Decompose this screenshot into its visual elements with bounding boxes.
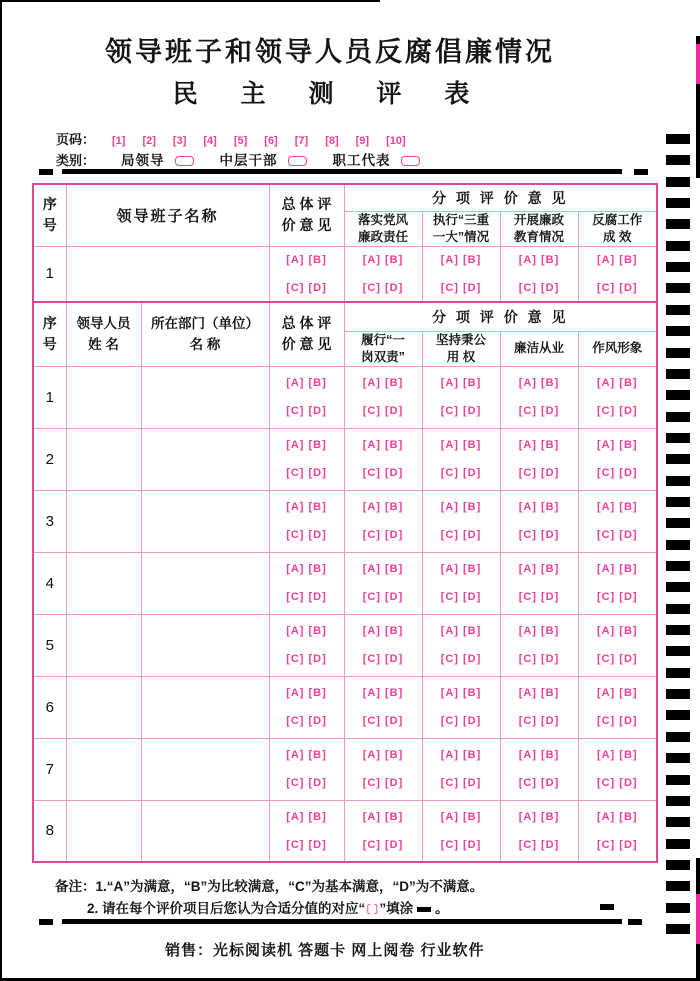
- rating-bubbles-cell[interactable]: [422, 490, 500, 552]
- rating-bubbles-cd[interactable]: [C] [D]: [286, 529, 327, 541]
- rating-bubbles-cell[interactable]: [269, 552, 344, 614]
- timing-mark: [666, 689, 690, 699]
- timing-mark: [666, 497, 690, 507]
- category-row: [56, 149, 420, 168]
- category-option-label: 职工代表: [332, 153, 391, 168]
- timing-mark: [666, 134, 690, 144]
- page-number-bubble[interactable]: [7]: [294, 135, 309, 147]
- timing-mark: [666, 796, 690, 806]
- rating-bubbles-ab[interactable]: [A] [B]: [518, 687, 560, 699]
- rating-bubbles-cd[interactable]: [C] [D]: [440, 529, 482, 541]
- rating-bubbles-ab[interactable]: [A] [B]: [440, 625, 482, 637]
- rating-bubbles-cd[interactable]: [C] [D]: [362, 653, 404, 665]
- timing-mark: [666, 561, 690, 571]
- rating-bubbles-cell[interactable]: [422, 676, 500, 738]
- rating-bubbles-cell[interactable]: [269, 490, 344, 552]
- row-seq: 5: [33, 614, 66, 676]
- rating-bubbles-cell[interactable]: [578, 490, 657, 552]
- timing-mark: [666, 433, 690, 443]
- category-bubble[interactable]: [401, 156, 420, 166]
- rating-bubbles-ab[interactable]: [A] [B]: [286, 625, 327, 637]
- rating-bubbles-cd[interactable]: [C] [D]: [518, 838, 560, 851]
- rating-bubbles-cd[interactable]: [C] [D]: [440, 653, 482, 665]
- leader-row: [33, 428, 657, 490]
- rating-bubbles-cell[interactable]: [344, 614, 422, 676]
- leader-row: [33, 366, 657, 428]
- timing-mark: [666, 518, 690, 528]
- rating-bubbles-cell[interactable]: [422, 552, 500, 614]
- leader-row: [33, 614, 657, 676]
- page-number-bubble[interactable]: [8]: [325, 135, 339, 147]
- rating-bubbles-cd[interactable]: [C] [D]: [440, 777, 482, 789]
- rating-bubbles-cell[interactable]: [269, 246, 344, 302]
- page-number-bubble[interactable]: [5]: [233, 135, 248, 147]
- rating-bubbles-ab[interactable]: [A] [B]: [596, 687, 638, 699]
- rating-bubbles-ab[interactable]: [A] [B]: [440, 501, 482, 513]
- leader-row: [33, 800, 657, 862]
- rating-bubbles-ab[interactable]: [A] [B]: [518, 563, 560, 575]
- rating-bubbles-cell[interactable]: [344, 428, 422, 490]
- rating-bubbles-ab[interactable]: [A] [B]: [440, 253, 482, 266]
- rating-bubbles-cell[interactable]: [578, 738, 657, 800]
- leader-name-cell[interactable]: [66, 552, 141, 614]
- seq-header: 序 号: [33, 184, 66, 246]
- rating-bubbles-cd[interactable]: [C] [D]: [440, 715, 482, 727]
- rating-bubbles-ab[interactable]: [A] [B]: [362, 377, 404, 389]
- timing-mark: [666, 369, 690, 379]
- top-separator-line: [62, 169, 622, 174]
- rating-bubbles-cell[interactable]: [344, 676, 422, 738]
- page-number-bubble[interactable]: [2]: [142, 135, 156, 147]
- department-cell[interactable]: [141, 738, 269, 800]
- leader-row: [33, 552, 657, 614]
- rating-bubbles-cell[interactable]: [422, 246, 500, 302]
- leader-name-cell[interactable]: [66, 366, 141, 428]
- rating-bubbles-cd[interactable]: [C] [D]: [440, 838, 482, 851]
- rating-bubbles-cell[interactable]: [578, 366, 657, 428]
- rating-bubbles-cell[interactable]: [422, 428, 500, 490]
- rating-bubbles-cell[interactable]: [500, 614, 578, 676]
- leader-name-cell[interactable]: [66, 614, 141, 676]
- rating-bubbles-cell[interactable]: [500, 490, 578, 552]
- timing-mark: [666, 348, 690, 358]
- sync-square: [634, 169, 648, 175]
- note-line-2-text: 2. 请在每个评价项目后您认为合适分值的对应“: [87, 901, 366, 916]
- department-cell[interactable]: [141, 800, 269, 862]
- timing-mark: [666, 262, 690, 272]
- page-number-bubble[interactable]: [4]: [203, 135, 217, 147]
- rating-bubbles-cd[interactable]: [C] [D]: [440, 405, 482, 417]
- rating-bubbles-ab[interactable]: [A] [B]: [596, 377, 638, 389]
- rating-bubbles-ab[interactable]: [A] [B]: [362, 625, 404, 637]
- timing-mark: [666, 753, 690, 763]
- timing-mark: [666, 390, 690, 400]
- rating-bubbles-cd[interactable]: [C] [D]: [286, 653, 327, 665]
- rating-bubbles-ab[interactable]: [A] [B]: [362, 810, 404, 823]
- department-cell[interactable]: [141, 552, 269, 614]
- rating-bubbles-cell[interactable]: [269, 800, 344, 862]
- rating-bubbles-ab[interactable]: [A] [B]: [440, 439, 482, 451]
- timing-mark: [666, 775, 690, 785]
- rating-bubbles-cd[interactable]: [C] [D]: [518, 777, 560, 789]
- seq-header: 序 号: [33, 302, 66, 366]
- page-number-row: [56, 129, 406, 145]
- rating-bubbles-cd[interactable]: [C] [D]: [596, 653, 638, 665]
- rating-bubbles-ab[interactable]: [A] [B]: [286, 563, 327, 575]
- team-row: [33, 246, 657, 302]
- rating-bubbles-ab[interactable]: [A] [B]: [596, 501, 638, 513]
- category-option: [220, 149, 307, 170]
- rating-bubbles-cell[interactable]: [578, 676, 657, 738]
- rating-bubbles-cell[interactable]: [422, 738, 500, 800]
- category-option: [333, 149, 420, 170]
- rating-bubbles-ab[interactable]: [A] [B]: [286, 810, 327, 823]
- rating-bubbles-ab[interactable]: [A] [B]: [596, 563, 638, 575]
- rating-bubbles-cd[interactable]: [C] [D]: [518, 529, 560, 541]
- row-seq: 6: [33, 676, 66, 738]
- timing-mark: [666, 732, 690, 742]
- rating-bubbles-cd[interactable]: [C] [D]: [362, 405, 404, 417]
- vendor-footer: 销售：光标阅读机 答题卡 网上阅卷 行业软件: [165, 942, 485, 959]
- rating-bubbles-cell[interactable]: [500, 366, 578, 428]
- itemized-opinion-header: 分 项 评 价 意 见: [344, 184, 657, 211]
- note-line-1: 备注：1.“A”为满意，“B”为比较满意，“C”为基本满意，“D”为不满意。: [55, 879, 484, 894]
- leader-name-cell[interactable]: [66, 738, 141, 800]
- rating-bubbles-cd[interactable]: [C] [D]: [286, 405, 327, 417]
- department-cell[interactable]: [141, 366, 269, 428]
- row-seq: 8: [33, 800, 66, 862]
- rating-bubbles-cell[interactable]: [344, 800, 422, 862]
- timing-mark: [666, 412, 690, 422]
- rating-bubbles-cell[interactable]: [578, 614, 657, 676]
- rating-bubbles-cd[interactable]: [C] [D]: [440, 591, 482, 603]
- department-cell[interactable]: [141, 614, 269, 676]
- department-cell[interactable]: [141, 490, 269, 552]
- rating-bubbles-cd[interactable]: [C] [D]: [362, 281, 404, 294]
- leader-name-cell[interactable]: [66, 490, 141, 552]
- timing-mark: [666, 219, 690, 229]
- timing-mark: [666, 646, 690, 656]
- leader-name-cell[interactable]: [66, 800, 141, 862]
- registration-mark-top: [696, 44, 700, 84]
- rating-bubbles-cell[interactable]: [344, 738, 422, 800]
- page-number-bubble[interactable]: [3]: [172, 135, 187, 147]
- category-option: [121, 149, 194, 170]
- rating-bubbles-cell[interactable]: [500, 738, 578, 800]
- timing-mark: [666, 305, 690, 315]
- timing-mark: [666, 283, 690, 293]
- rating-bubbles-cd[interactable]: [C] [D]: [596, 467, 638, 479]
- sync-square: [39, 169, 53, 175]
- sub-header-conduct: 作风形象: [578, 331, 657, 366]
- sub-header-dual-duty: 履行“一 岗双责”: [344, 331, 422, 366]
- rating-bubbles-ab[interactable]: [A] [B]: [286, 377, 327, 389]
- rating-bubbles-cell[interactable]: [578, 552, 657, 614]
- rating-bubbles-cell[interactable]: [269, 738, 344, 800]
- rating-bubbles-ab[interactable]: [A] [B]: [596, 625, 638, 637]
- rating-bubbles-ab[interactable]: [A] [B]: [286, 501, 327, 513]
- rating-bubbles-cd[interactable]: [C] [D]: [596, 405, 638, 417]
- timing-mark: [666, 924, 690, 934]
- department-header: 所在部门（单位） 名 称: [141, 302, 269, 366]
- rating-bubbles-cd[interactable]: [C] [D]: [286, 777, 327, 789]
- rating-bubbles-ab[interactable]: [A] [B]: [362, 687, 404, 699]
- rating-bubbles-cell[interactable]: [269, 676, 344, 738]
- rating-bubbles-cd[interactable]: [C] [D]: [518, 715, 560, 727]
- rating-bubbles-cell[interactable]: [269, 614, 344, 676]
- leader-name-cell[interactable]: [66, 428, 141, 490]
- category-bubble[interactable]: [175, 156, 194, 166]
- rating-bubbles-ab[interactable]: [A] [B]: [518, 439, 560, 451]
- timing-mark: [666, 454, 690, 464]
- row-seq: 3: [33, 490, 66, 552]
- rating-bubbles-ab[interactable]: [A] [B]: [362, 439, 404, 451]
- timing-mark: [666, 582, 690, 592]
- rating-bubbles-cell[interactable]: [500, 676, 578, 738]
- rating-bubbles-cd[interactable]: [C] [D]: [362, 591, 404, 603]
- timing-mark: [666, 881, 690, 891]
- timing-mark: [666, 476, 690, 486]
- leader-row: [33, 676, 657, 738]
- rating-bubbles-ab[interactable]: [A] [B]: [440, 563, 482, 575]
- rating-bubbles-cd[interactable]: [C] [D]: [518, 653, 560, 665]
- rating-bubbles-ab[interactable]: [A] [B]: [286, 253, 327, 266]
- rating-bubbles-cd[interactable]: [C] [D]: [518, 591, 560, 603]
- department-cell[interactable]: [141, 428, 269, 490]
- page-number-label: 页码：: [56, 132, 96, 147]
- note-line-2-text: ”填涂: [379, 901, 414, 916]
- sub-header-fair-power: 坚持秉公 用 权: [422, 331, 500, 366]
- rating-bubbles-cd[interactable]: [C] [D]: [286, 281, 327, 294]
- note-line-2-text: 。: [435, 901, 449, 916]
- rating-bubbles-cd[interactable]: [C] [D]: [362, 467, 404, 479]
- rating-bubbles-cd[interactable]: [C] [D]: [596, 715, 638, 727]
- sub-header-education: 开展廉政 教育情况: [500, 211, 578, 246]
- team-evaluation-table: [32, 183, 658, 303]
- timing-mark: [666, 860, 690, 870]
- rating-bubbles-cell[interactable]: [422, 366, 500, 428]
- sub-header-three-major: 执行“三重 一大”情况: [422, 211, 500, 246]
- rating-bubbles-ab[interactable]: [A] [B]: [596, 810, 638, 823]
- rating-bubbles-cell[interactable]: [422, 800, 500, 862]
- rating-bubbles-cd[interactable]: [C] [D]: [440, 467, 482, 479]
- rating-bubbles-ab[interactable]: [A] [B]: [596, 749, 638, 761]
- rating-bubbles-cell[interactable]: [500, 246, 578, 302]
- rating-bubbles-cell[interactable]: [500, 800, 578, 862]
- rating-bubbles-ab[interactable]: [A] [B]: [362, 749, 404, 761]
- sub-header-responsibility: 落实党风 廉政责任: [344, 211, 422, 246]
- bottom-separator-line: [62, 919, 622, 924]
- rating-bubbles-cd[interactable]: [C] [D]: [362, 777, 404, 789]
- timing-mark: [666, 540, 690, 550]
- rating-bubbles-ab[interactable]: [A] [B]: [518, 377, 560, 389]
- team-name-cell[interactable]: [66, 246, 269, 302]
- leader-name-header: 领导人员 姓 名: [66, 302, 141, 366]
- page-number-bubble[interactable]: [6]: [264, 135, 278, 147]
- rating-bubbles-cd[interactable]: [C] [D]: [362, 838, 404, 851]
- page-number-bubble[interactable]: [1]: [112, 135, 126, 147]
- rating-bubbles-ab[interactable]: [A] [B]: [362, 501, 404, 513]
- timing-mark: [666, 668, 690, 678]
- row-seq: 4: [33, 552, 66, 614]
- rating-bubbles-cd[interactable]: [C] [D]: [286, 838, 327, 851]
- rating-bubbles-cell[interactable]: [578, 428, 657, 490]
- department-cell[interactable]: [141, 676, 269, 738]
- itemized-opinion-header: 分 项 评 价 意 见: [344, 302, 657, 331]
- rating-bubbles-ab[interactable]: [A] [B]: [362, 253, 404, 266]
- edge-top: [0, 0, 380, 2]
- timing-mark: [666, 710, 690, 720]
- timing-mark: [666, 903, 690, 913]
- rating-bubbles-cell[interactable]: [344, 366, 422, 428]
- page-number-bubble[interactable]: [9]: [355, 135, 370, 147]
- category-bubble[interactable]: [288, 156, 307, 166]
- rating-bubbles-cd[interactable]: [C] [D]: [286, 715, 327, 727]
- rating-bubbles-ab[interactable]: [A] [B]: [518, 810, 560, 823]
- sync-square: [39, 919, 53, 925]
- rating-bubbles-cd[interactable]: [C] [D]: [518, 281, 560, 294]
- rating-bubbles-ab[interactable]: [A] [B]: [286, 687, 327, 699]
- rating-bubbles-ab[interactable]: [A] [B]: [518, 253, 560, 266]
- page-number-bubble[interactable]: [10]: [386, 135, 406, 147]
- rating-bubbles-cell[interactable]: [269, 428, 344, 490]
- fill-mark-sample: [417, 907, 431, 912]
- rating-bubbles-cell[interactable]: [344, 552, 422, 614]
- sub-header-effect: 反腐工作 成 效: [578, 211, 657, 246]
- rating-bubbles-ab[interactable]: [A] [B]: [440, 687, 482, 699]
- rating-bubbles-ab[interactable]: [A] [B]: [362, 563, 404, 575]
- rating-bubbles-cd[interactable]: [C] [D]: [362, 715, 404, 727]
- rating-bubbles-cell[interactable]: [344, 246, 422, 302]
- rating-bubbles-cd[interactable]: [C] [D]: [518, 405, 560, 417]
- overall-opinion-header: 总 体 评 价 意 见: [269, 184, 344, 246]
- rating-bubbles-cd[interactable]: [C] [D]: [596, 838, 638, 851]
- rating-bubbles-cd[interactable]: [C] [D]: [286, 591, 327, 603]
- row-seq: 2: [33, 428, 66, 490]
- timing-mark: [666, 817, 690, 827]
- row-seq: 1: [33, 366, 66, 428]
- timing-mark: [666, 198, 690, 208]
- rating-bubbles-cell[interactable]: [500, 552, 578, 614]
- rating-bubbles-cd[interactable]: [C] [D]: [596, 281, 638, 294]
- rating-bubbles-cd[interactable]: [C] [D]: [596, 591, 638, 603]
- timing-mark: [666, 604, 690, 614]
- rating-bubbles-cell[interactable]: [578, 800, 657, 862]
- rating-bubbles-ab[interactable]: [A] [B]: [440, 749, 482, 761]
- rating-bubbles-cd[interactable]: [C] [D]: [518, 467, 560, 479]
- row-seq: 1: [33, 246, 66, 302]
- sub-header-integrity: 廉洁从业: [500, 331, 578, 366]
- row-seq: 7: [33, 738, 66, 800]
- rating-bubbles-cd[interactable]: [C] [D]: [596, 777, 638, 789]
- timing-mark: [666, 155, 690, 165]
- leader-row: [33, 490, 657, 552]
- timing-mark: [666, 326, 690, 336]
- overall-opinion-header: 总 体 评 价 意 见: [269, 302, 344, 366]
- timing-mark: [666, 839, 690, 849]
- sync-mark: [600, 904, 614, 910]
- leader-row: [33, 738, 657, 800]
- form-title-line2: 民 主 测 评 表: [172, 80, 488, 108]
- note-line-2: [87, 897, 449, 917]
- category-label: 类别：: [56, 153, 96, 168]
- rating-bubbles-ab[interactable]: [A] [B]: [596, 253, 638, 266]
- timing-mark: [666, 241, 690, 251]
- rating-bubbles-cd[interactable]: [C] [D]: [286, 467, 327, 479]
- rating-bubbles-ab[interactable]: [A] [B]: [518, 749, 560, 761]
- rating-bubbles-cell[interactable]: [422, 614, 500, 676]
- timing-mark: [666, 625, 690, 635]
- team-name-header: 领导班子名称: [66, 184, 269, 246]
- rating-bubbles-ab[interactable]: [A] [B]: [440, 810, 482, 823]
- registration-mark-bottom: [696, 894, 700, 944]
- edge-left: [0, 0, 2, 981]
- rating-bubbles-cd[interactable]: [C] [D]: [362, 529, 404, 541]
- rating-bubbles-ab[interactable]: [A] [B]: [518, 625, 560, 637]
- rating-bubbles-cell[interactable]: [344, 490, 422, 552]
- sync-square: [628, 919, 642, 925]
- form-title-line1: 领导班子和领导人员反腐倡廉情况: [105, 37, 555, 67]
- rating-bubbles-cell[interactable]: [578, 246, 657, 302]
- rating-bubbles-ab[interactable]: [A] [B]: [518, 501, 560, 513]
- rating-bubbles-cell[interactable]: [269, 366, 344, 428]
- rating-bubbles-ab[interactable]: [A] [B]: [440, 377, 482, 389]
- rating-bubbles-ab[interactable]: [A] [B]: [596, 439, 638, 451]
- category-option-label: 中层干部: [219, 153, 278, 168]
- sample-bubble: 〔 〕: [365, 904, 380, 916]
- category-option-label: 局领导: [121, 153, 165, 168]
- leader-name-cell[interactable]: [66, 676, 141, 738]
- rating-bubbles-cell[interactable]: [500, 428, 578, 490]
- rating-bubbles-ab[interactable]: [A] [B]: [286, 439, 327, 451]
- rating-bubbles-cd[interactable]: [C] [D]: [596, 529, 638, 541]
- rating-bubbles-cd[interactable]: [C] [D]: [440, 281, 482, 294]
- rating-bubbles-ab[interactable]: [A] [B]: [286, 749, 327, 761]
- leader-evaluation-table: [32, 301, 658, 863]
- timing-mark: [666, 177, 690, 187]
